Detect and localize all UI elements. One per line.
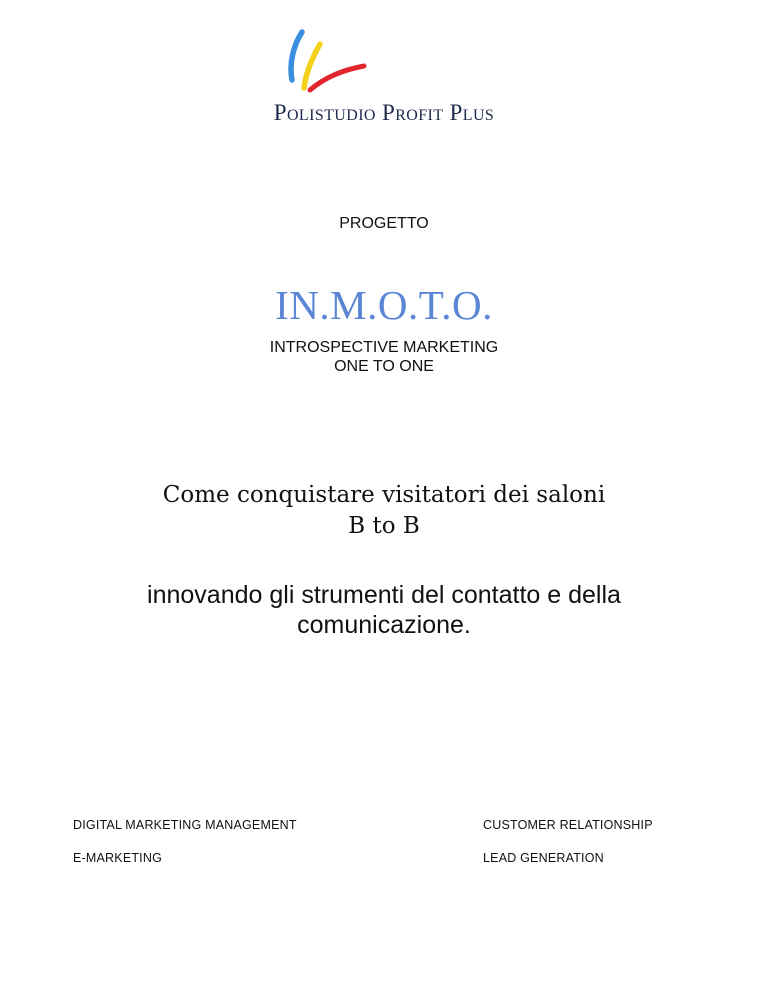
project-subtitle-line2: ONE TO ONE: [334, 358, 434, 375]
headline-line1: Come conquistare visitatori dei saloni: [162, 482, 606, 508]
project-title: IN.M.O.T.O.: [275, 282, 493, 328]
subheadline: [0, 580, 768, 640]
footer-item-digital-marketing: DIGITAL MARKETING MANAGEMENT: [73, 818, 297, 832]
headline: [0, 480, 768, 542]
company-name: Polistudio Profit Plus: [273, 100, 495, 125]
headline-line2: B to B: [348, 513, 420, 539]
project-subtitle-line1: INTROSPECTIVE MARKETING: [269, 339, 499, 356]
project-subtitle: [0, 338, 768, 376]
kicker-label: PROGETTO: [339, 215, 429, 232]
company-logo-icon: [284, 28, 368, 94]
subheadline-line1: innovando gli strumenti del contatto e della: [147, 581, 621, 609]
footer-item-lead-generation: LEAD GENERATION: [483, 851, 604, 865]
subheadline-line2: comunicazione.: [297, 611, 471, 639]
footer-item-customer-relationship: CUSTOMER RELATIONSHIP: [483, 818, 653, 832]
footer-item-e-marketing: E-MARKETING: [73, 851, 163, 865]
